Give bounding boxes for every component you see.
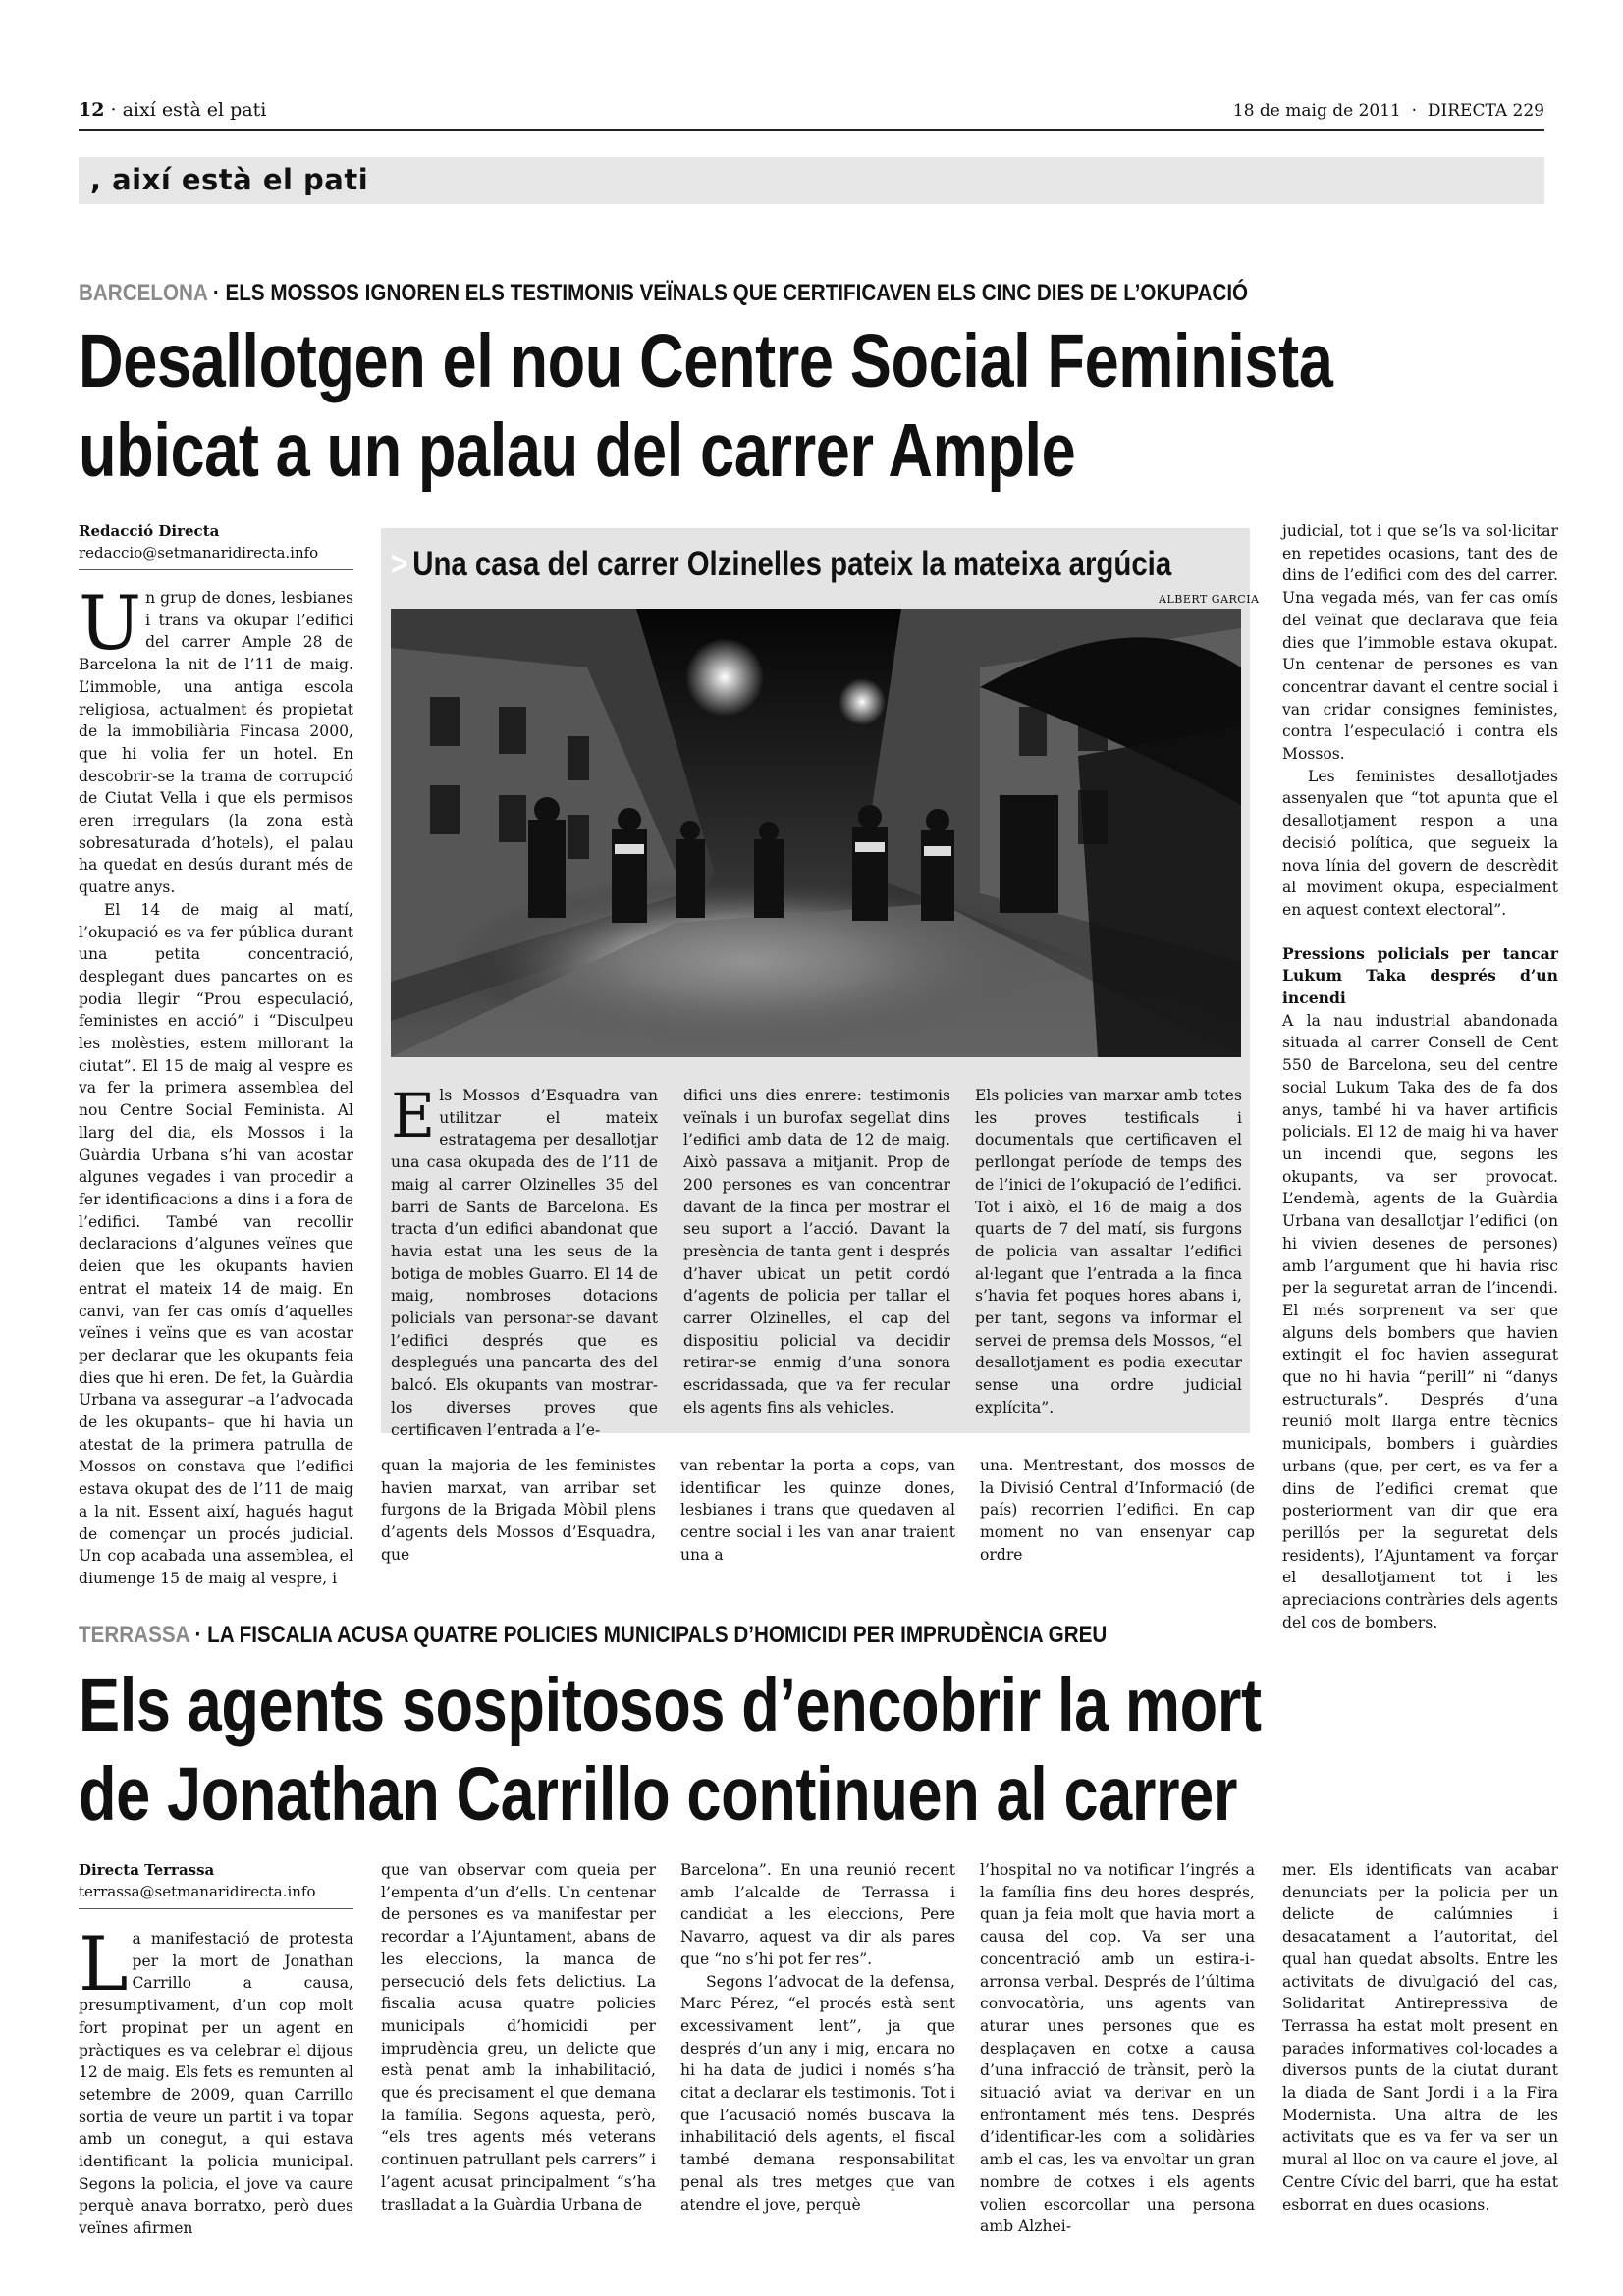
sidebar-title-text: Una casa del carrer Olzinelles pateix la mateixa argúcia [412,545,1172,583]
article2-headline-line1: Els agents sospitosos d’encobrir la mort [79,1663,1262,1747]
article1-kicker [79,280,1248,307]
sidebar-dropcap: E [391,1080,436,1151]
article1-headline-line2: ubicat a un palau del carrer Ample [79,408,1076,493]
article1-col4-text: una. Mentrestant, dos mossos de la Divisió Central d’Informació (de país) recorrien l’edifici. En cap moment no van ensenyar cap ordre [980,1457,1255,1564]
article2-byline-name: Directa Terrassa [79,1861,215,1879]
article1-column-2 [381,1455,656,1567]
article1-column-1 [79,579,353,1590]
article2-headline [79,1661,1262,1840]
article1-col1-p2: El 14 de maig al matí, l’okupació es va fer pública durant una petita concentració, desplegant dues pancartes on es podia llegir “Prou especulació, feministes en acció” i “Disculpeu les molèsties, estem millorant la ciutat”. El 15 de maig al vespre es va fer la primera assemblea del nou Centre Social Feminista. Al llarg del dia, els Mossos i la Guàrdia Urbana s’hi van acostar algunes vegades i van procedir a fer identificacions a dins i a fora de l’edifici. També van recollir declaracions d’algunes veïnes que deien que les okupants havien entrat el mateix 14 de maig. En canvi, van fer cas omís d’aquelles veïnes i veïns que es van acostar per declarar que les okupants feia dies que hi eren. De fet, la Guàrdia Urbana va assegurar –a l’advocada de les okupants– que hi havia un atestat de la primera patrulla de Mossos on constava que l’edifici estava okupat des de l’11 de maig a la nit. Essent així, hagués hagut de començar un procés judicial. Un cop acabada una assemblea, el diumenge 15 de maig al vespre, i [79,900,353,1587]
article2-col2-text: que van observar com queia per l’empenta d’un d’ells. Un centenar de persones es va manifestar per recordar a l’Ajuntament, abans de les eleccions, la manca de persecució dels fets delictius. La fiscalia acusa quatre policies municipals d’homicidi per imprudència greu, un delicte que està penat amb la inhabilitació, que és precisament el que demana la família. Segons aquesta, però, “els tres agents més veterans continuen patrullant pels carrers” i l’agent acusat principalment “s’ha traslladat a la Guàrdia Urbana de [381,1861,657,2214]
sidebar-column-2 [683,1085,950,1419]
article2-headline-line2: de Jonathan Carrillo continuen al carrer [79,1752,1238,1837]
article1-byline-email: redaccio@setmanaridirecta.info [79,544,319,561]
article1-dropcap: U [79,579,142,667]
article2-byline-rule [79,1908,353,1909]
sidebar-column-3 [975,1085,1242,1419]
article1-col1-p1: n grup de dones, lesbianes i trans va okupar l’edifici del carrer Ample 28 de Barcelona la nit de l’11 de maig. L’immoble, una antiga escola religiosa, actualment és propietat de la immobiliària Fincasa 2000, que hi volia fer un hotel. En descobrir-se la trama de corrupció de Ciutat Vella i que els permisos eren irregulars (la zona està sobresaturada d’hotels), el palau ha quedat en desús durant més de quatre anys. [79,589,353,897]
article2-column-2 [381,1859,656,2216]
street-photo [391,609,1241,1057]
article2-column-3 [680,1859,955,2216]
article1-headline-line1: Desallotgen el nou Centre Social Feminista [79,319,1333,403]
article2-col1-text: a manifestació de protesta per la mort de Jonathan Carrillo a causa, presumptivament, d’un cop molt fort propinat per un agent en pràctiques es va celebrar el dijous 12 de maig. Els fets es remunten al setembre de 2009, quan Carrillo sortia de veure un partit i va topar amb un conegut, a qui estava identificant la policia municipal. Segons la policia, el jove va caure perquè anava borratxo, però dues veïnes afirmen [79,1930,354,2238]
sidebar-col2-text: difici uns dies enrere: testimonis veïnals i un burofax segellat dins l’edifici amb data de 12 de maig. Això passava a mitjanit. Prop de 200 persones es van concentrar davant de la finca per mostrar el seu suport a l’acció. Davant la presència de tanta gent i després d’haver ubicat un petit cordó d’agents de policia per tallar el carrer Olzinelles, el cap del dispositiu policial va decidir retirar-se enmig d’una sonora escridassada, que va fer recular els agents fins als vehicles. [683,1087,950,1416]
header-section: així està el pati [122,99,267,121]
article1-col5-p3: A la nau industrial abandonada situada al carrer Consell de Cent 550 de Barcelona, seu del centre social Lukum Taka des de fa dos anys, també hi va haver artificis policials. El 12 de maig hi va haver un incendi que, segons les okupants, va ser provocat. L’endemà, agents de la Guàrdia Urbana van desallotjar l’edifici (on hi vivien desenes de persones) amb l’argument que hi havia risc per la seguretat arran de l’incendi. El més sorprenent va ser que alguns dels bombers que havien extingit el foc havien assegurat que no hi havia “perill” ni “danys estructurals”. Després d’una reunió molt llarga entre tècnics municipals, bombers i guàrdies urbans (que, per cert, es va fer a dins de l’edifici cremat que posteriorment van dir que era perillós per la seguretat dels residents), l’Ajuntament va forçar el desallotjament tot i les apreciacions contràries dels agents del cos de bombers. [1282,1011,1558,1631]
sidebar-col3-text: Els policies van marxar amb totes les proves testificals i documentals que certificaven el perllongat període de temps des de l’inici de l’okupació de l’edifici. Tot i això, el 16 de maig a dos quarts de 7 del matí, sis furgons de policia van assaltar l’edifici al·legant que l’entrada a la finca s’havia fet poques hores abans i, per tant, segons va informar el servei de premsa dels Mossos, “el desallotjament es podia executar sense una ordre judicial explícita”. [975,1087,1242,1416]
article2-column-1 [79,1920,354,2240]
sidebar-title [391,545,1171,584]
sidebar-column-1 [391,1080,658,1441]
section-band-title: , així està el pati [90,163,369,196]
article1-col5-p1: judicial, tot i que se’ls va sol·licitar en repetides ocasions, tant des de dins de l’edifici com des del carrer. Una vegada més, van fer cas omís del veïnat que declarava que feia dies que l’immoble estava okupat. Un centenar de persones es van concentrar davant el centre social i van cridar consignes feministes, contra l’especulació i contra els Mossos. [1282,522,1558,764]
article2-col3-p2: Segons l’advocat de la defensa, Marc Pérez, “el procés està sent excessivament lent”, ja que després d’un any i mig, encara no hi ha data de judici i només s’ha citat a declarar els testimonis. Tot i que l’acusació només buscava la inhabilitació dels agents, el fiscal també demana responsabilitat penal als tres metges que van atendre el jove, perquè [680,1972,955,2214]
article2-byline-email: terrassa@setmanaridirecta.info [79,1883,316,1900]
article1-col5-p2: Les feministes desallotjades assenyalen que “tot apunta que el desallotjament respon a una decisió política, que segueix la nova línia del govern de descrèdit al moviment okupa, especialment en aquest context electoral”. [1282,767,1558,919]
article1-byline [79,520,353,563]
article2-kicker-place: TERRASSA [79,1622,189,1648]
article1-column-4 [980,1455,1255,1567]
article1-byline-rule [79,569,353,570]
article2-column-5 [1282,1859,1558,2216]
article1-col3-text: van rebentar la porta a cops, van identificar les quinze dones, lesbianes i trans que quedaven al centre social i les van anar traient una a [680,1457,955,1564]
article1-headline [79,317,1332,496]
article2-kicker-text: · LA FISCALIA ACUSA QUATRE POLICIES MUNICIPALS D’HOMICIDI PER IMPRUDÈNCIA GREU [194,1622,1108,1648]
article1-column-5 [1282,520,1558,1633]
header-rule [79,129,1544,131]
page-header-left: 12 · així està el pati [79,99,267,121]
article1-byline-name: Redacció Directa [79,522,220,540]
article1-kicker-text: · ELS MOSSOS IGNOREN ELS TESTIMONIS VEÏNALS QUE CERTIFICAVEN ELS CINC DIES DE L’OKUPACIÓ [212,280,1249,306]
article1-subhead: Pressions policials per tancar Lukum Taka després d’un incendi [1282,943,1558,1008]
section-band [79,157,1544,204]
article2-kicker [79,1622,1107,1649]
page-number: 12 [79,99,105,121]
issue-date: 18 de maig de 2011 [1232,101,1401,121]
page-header-right: 18 de maig de 2011 · DIRECTA 229 [1232,101,1544,121]
article2-column-4 [980,1859,1255,2238]
article2-col3-p1: Barcelona”. En una reunió recent amb l’alcalde de Terrassa i candidat a les eleccions, Pere Navarro, aquest va dir als pares que “no s’hi pot fer res”. [680,1861,955,1968]
article2-byline [79,1859,353,1902]
article1-col2-text: quan la majoria de les feministes havien marxat, van arribar set furgons de la Brigada Mòbil plens d’agents dels Mossos d’Esquadra, que [381,1457,656,1564]
article1-column-3 [680,1455,955,1567]
sidebar-arrow-icon: > [391,545,408,583]
photo-credit: ALBERT GARCIA [1159,593,1260,606]
article2-col4-text: l’hospital no va notificar l’ingrés a la família fins deu hores després, quan ja feia molt que havia mort a causa del cop. Va ser una concentració amb un estira-i-arronsa verbal. Després de l’última convocatòria, uns agents van aturar unes persones que es desplaçaven en cotxe a causa d’una infracció de trànsit, però la situació aviat va derivar en un enfrontament més tens. Després d’identificar-les com a solidàries amb el cas, les va envoltar un gran nombre de cotxes i els agents volien escorcollar una persona amb Alzhei- [980,1861,1255,2236]
sidebar-col1-text: ls Mossos d’Esquadra van utilitzar el mateix estratagema per desallotjar una casa okupada des de l’11 de maig al carrer Olzinelles 35 del barri de Sants de Barcelona. Es tracta d’un edifici abandonat que havia estat una les seus de la botiga de mobles Guarro. El 14 de maig, nombroses dotacions policials van personar-se davant l’edifici després que es desplegués una pancarta des del balcó. Els okupants van mostrar-los diverses proves que certificaven l’entrada a l’e- [391,1087,658,1439]
article2-col5-text: mer. Els identificats van acabar denunciats per la policia per un delicte de calúmnies i desacatament a l’autoritat, del qual han quedat absolts. Entre les activitats de divulgació del cas, Solidaritat Antirepressiva de Terrassa ha estat molt present en parades informatives col·locades a diversos punts de la ciutat durant la diada de Sant Jordi i a la Fira Modernista. Una altra de les activitats que es va fer va ser un mural al lloc on va caure el jove, al Centre Cívic del barri, que ha estat esborrat en dues ocasions. [1282,1861,1558,2214]
article1-kicker-place: BARCELONA [79,280,208,306]
article2-dropcap: L [79,1920,129,2007]
publication-name: DIRECTA 229 [1427,101,1544,121]
